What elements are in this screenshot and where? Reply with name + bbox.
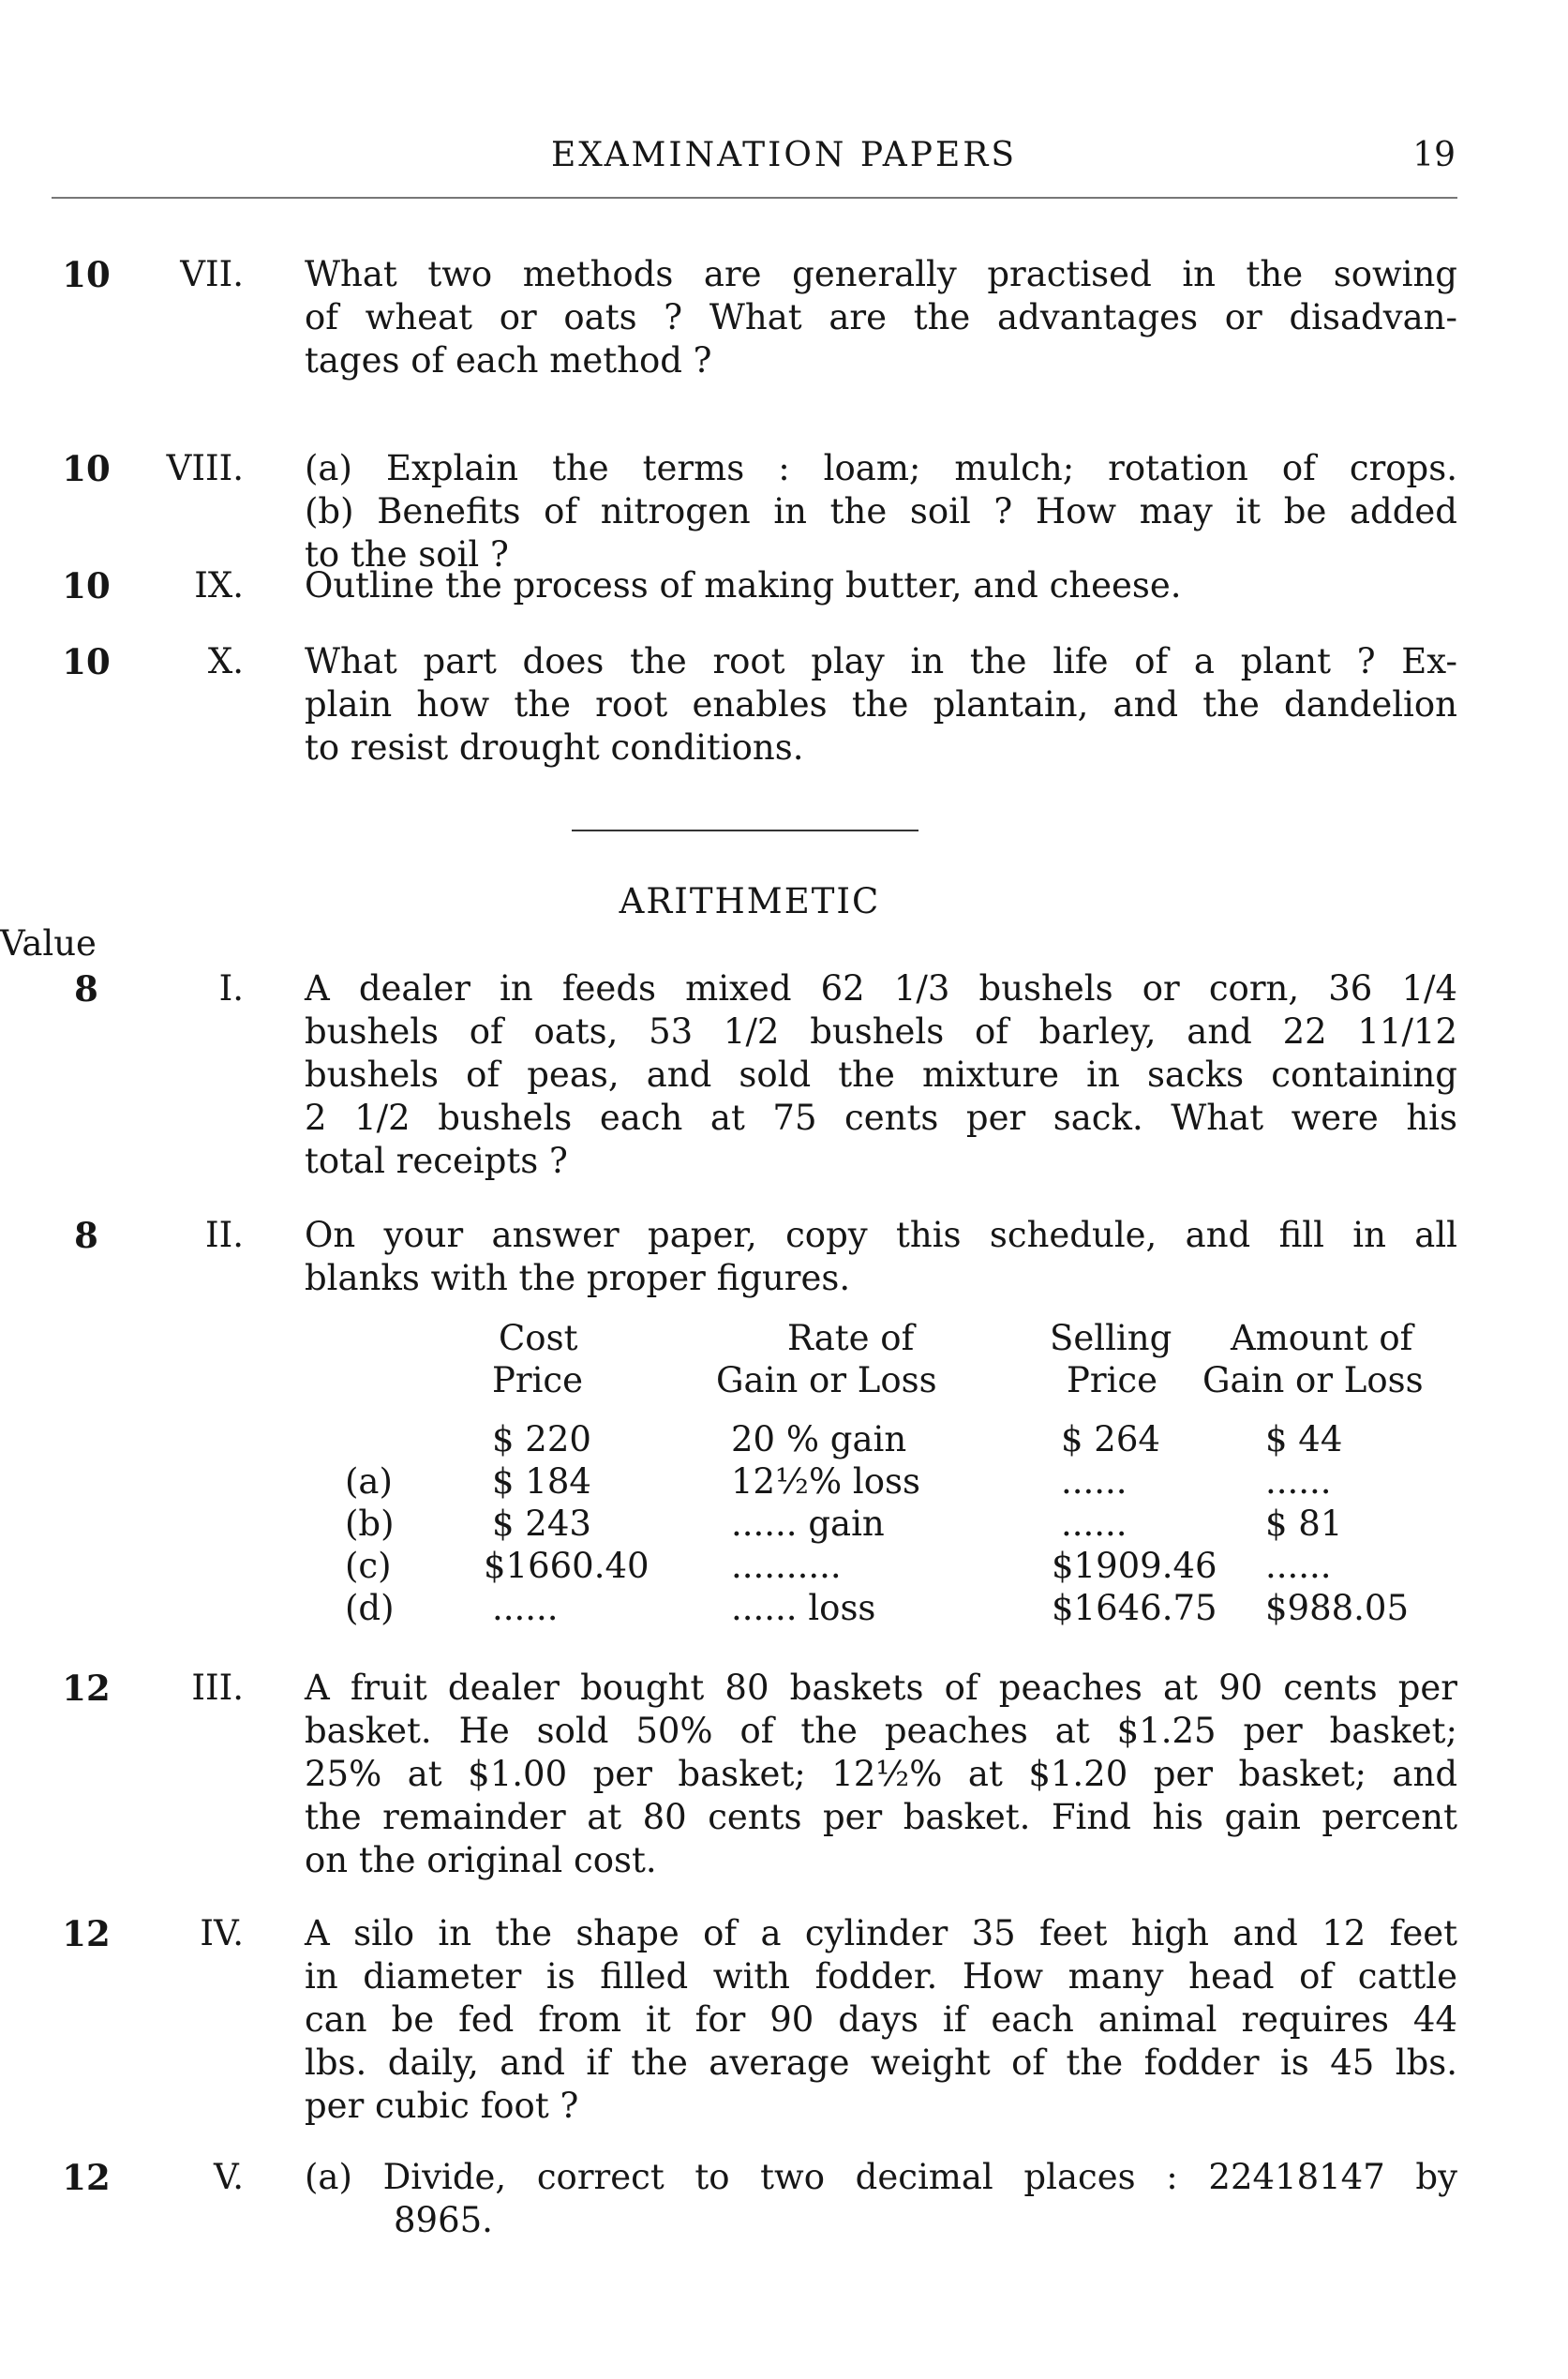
cell-rate: 12½% loss	[731, 1461, 920, 1502]
question-line: on the original cost.	[305, 1840, 657, 1880]
header-selling: Selling	[1050, 1318, 1172, 1358]
question-value: 8	[74, 1215, 98, 1256]
question-line: A dealer in feeds mixed 62 1/3 bushels or corn, 36 1/4	[305, 968, 1457, 1009]
row-label: (c)	[345, 1546, 392, 1586]
cell-rate: ..........	[731, 1546, 842, 1586]
question-line: bushels of oats, 53 1/2 bushels of barley, and 22 11/12	[305, 1011, 1457, 1052]
header-rate: Rate of	[787, 1318, 915, 1358]
cell-amount: $ 44	[1265, 1419, 1343, 1459]
schedule-table	[0, 1317, 1568, 1636]
question-line: A fruit dealer bought 80 baskets of peaches at 90 cents per	[305, 1668, 1457, 1708]
question-value: 12	[62, 2157, 111, 2198]
cell-amount: $988.05	[1265, 1588, 1410, 1628]
cell-amount: $ 81	[1265, 1504, 1343, 1544]
running-header: EXAMINATION PAPERS	[550, 136, 1018, 174]
question-number: IX.	[194, 565, 244, 606]
question-number: IV.	[200, 1913, 244, 1953]
header-rate: Gain or Loss	[716, 1360, 937, 1400]
cell-cost: $ 243	[492, 1504, 591, 1544]
cell-cost: ......	[492, 1588, 559, 1628]
cell-rate: ...... gain	[731, 1504, 885, 1544]
header-cost: Price	[492, 1360, 584, 1400]
cell-cost: $1660.40	[484, 1546, 650, 1586]
question-line: bushels of peas, and sold the mixture in sacks containing	[305, 1055, 1457, 1095]
cell-rate: ...... loss	[731, 1588, 876, 1628]
question-line: blanks with the proper figures.	[305, 1258, 851, 1298]
question-value: 12	[62, 1668, 111, 1709]
question-line: lbs. daily, and if the average weight of the fodder is 45 lbs.	[305, 2042, 1457, 2083]
cell-cost: $ 220	[492, 1419, 591, 1459]
question-line: to resist drought conditions.	[305, 727, 804, 768]
question-line: can be fed from it for 90 days if each animal requires 44	[305, 1999, 1457, 2040]
header-amount: Amount of	[1231, 1318, 1413, 1358]
question-line: per cubic foot ?	[305, 2086, 579, 2126]
question-value: 8	[74, 968, 98, 1010]
question-value: 10	[62, 448, 111, 489]
question-number: VII.	[180, 254, 244, 294]
question-number: III.	[191, 1668, 244, 1708]
cell-rate: 20 % gain	[731, 1419, 907, 1459]
cell-selling: ......	[1061, 1504, 1127, 1544]
question-line: tages of each method ?	[305, 340, 712, 381]
question-line: in diameter is filled with fodder. How many head of cattle	[305, 1956, 1457, 1997]
question-line: 25% at $1.00 per basket; 12½% at $1.20 per basket; and	[305, 1754, 1457, 1794]
question-line: plain how the root enables the plantain, and the dandelion	[305, 684, 1457, 725]
cell-amount: ......	[1265, 1461, 1332, 1502]
cell-cost: $ 184	[492, 1461, 591, 1502]
header-amount: Gain or Loss	[1202, 1360, 1424, 1400]
question-line: to the soil ?	[305, 534, 509, 575]
question-line: (a) Explain the terms : loam; mulch; rotation of crops.	[305, 448, 1457, 488]
question-value: 10	[62, 641, 111, 682]
question-line: (a) Divide, correct to two decimal places : 22418147 by	[305, 2157, 1457, 2197]
question-value: 10	[62, 254, 111, 295]
question-line: basket. He sold 50% of the peaches at $1.25 per basket;	[305, 1711, 1457, 1751]
row-label: (a)	[345, 1461, 393, 1502]
cell-selling: $1909.46	[1052, 1546, 1217, 1586]
question-line: of wheat or oats ? What are the advantages or disadvan-	[305, 297, 1457, 337]
cell-selling: $1646.75	[1052, 1588, 1217, 1628]
question-number: II.	[205, 1215, 244, 1255]
question-line: total receipts ?	[305, 1141, 568, 1181]
cell-amount: ......	[1265, 1546, 1332, 1586]
question-number: I.	[218, 968, 244, 1009]
question-line: the remainder at 80 cents per basket. Find his gain percent	[305, 1797, 1457, 1837]
section-title: ARITHMETIC	[619, 881, 881, 921]
header-selling: Price	[1067, 1360, 1158, 1400]
header-cost: Cost	[499, 1318, 578, 1358]
value-column-label: Value	[0, 923, 97, 964]
question-line: What part does the root play in the life of a plant ? Ex-	[305, 641, 1457, 681]
question-line: Outline the process of making butter, and cheese.	[305, 565, 1182, 606]
question-number: V.	[213, 2157, 244, 2197]
question-number: X.	[207, 641, 244, 681]
question-line: 8965.	[394, 2200, 493, 2240]
row-label: (d)	[345, 1588, 395, 1628]
cell-selling: ......	[1061, 1461, 1127, 1502]
question-line: 2 1/2 bushels each at 75 cents per sack. What were his	[305, 1098, 1457, 1138]
question-line: (b) Benefits of nitrogen in the soil ? How may it be added	[305, 491, 1457, 531]
section-separator	[572, 830, 918, 831]
question-value: 12	[62, 1913, 111, 1954]
header-rule	[52, 197, 1457, 199]
row-label: (b)	[345, 1504, 395, 1544]
question-line: What two methods are generally practised in the sowing	[305, 254, 1457, 294]
cell-selling: $ 264	[1061, 1419, 1160, 1459]
question-number: VIII.	[166, 448, 244, 488]
question-value: 10	[62, 565, 111, 606]
page-number: 19	[1412, 136, 1456, 174]
question-line: A silo in the shape of a cylinder 35 feet high and 12 feet	[305, 1913, 1457, 1953]
question-line: On your answer paper, copy this schedule, and fill in all	[305, 1215, 1457, 1255]
